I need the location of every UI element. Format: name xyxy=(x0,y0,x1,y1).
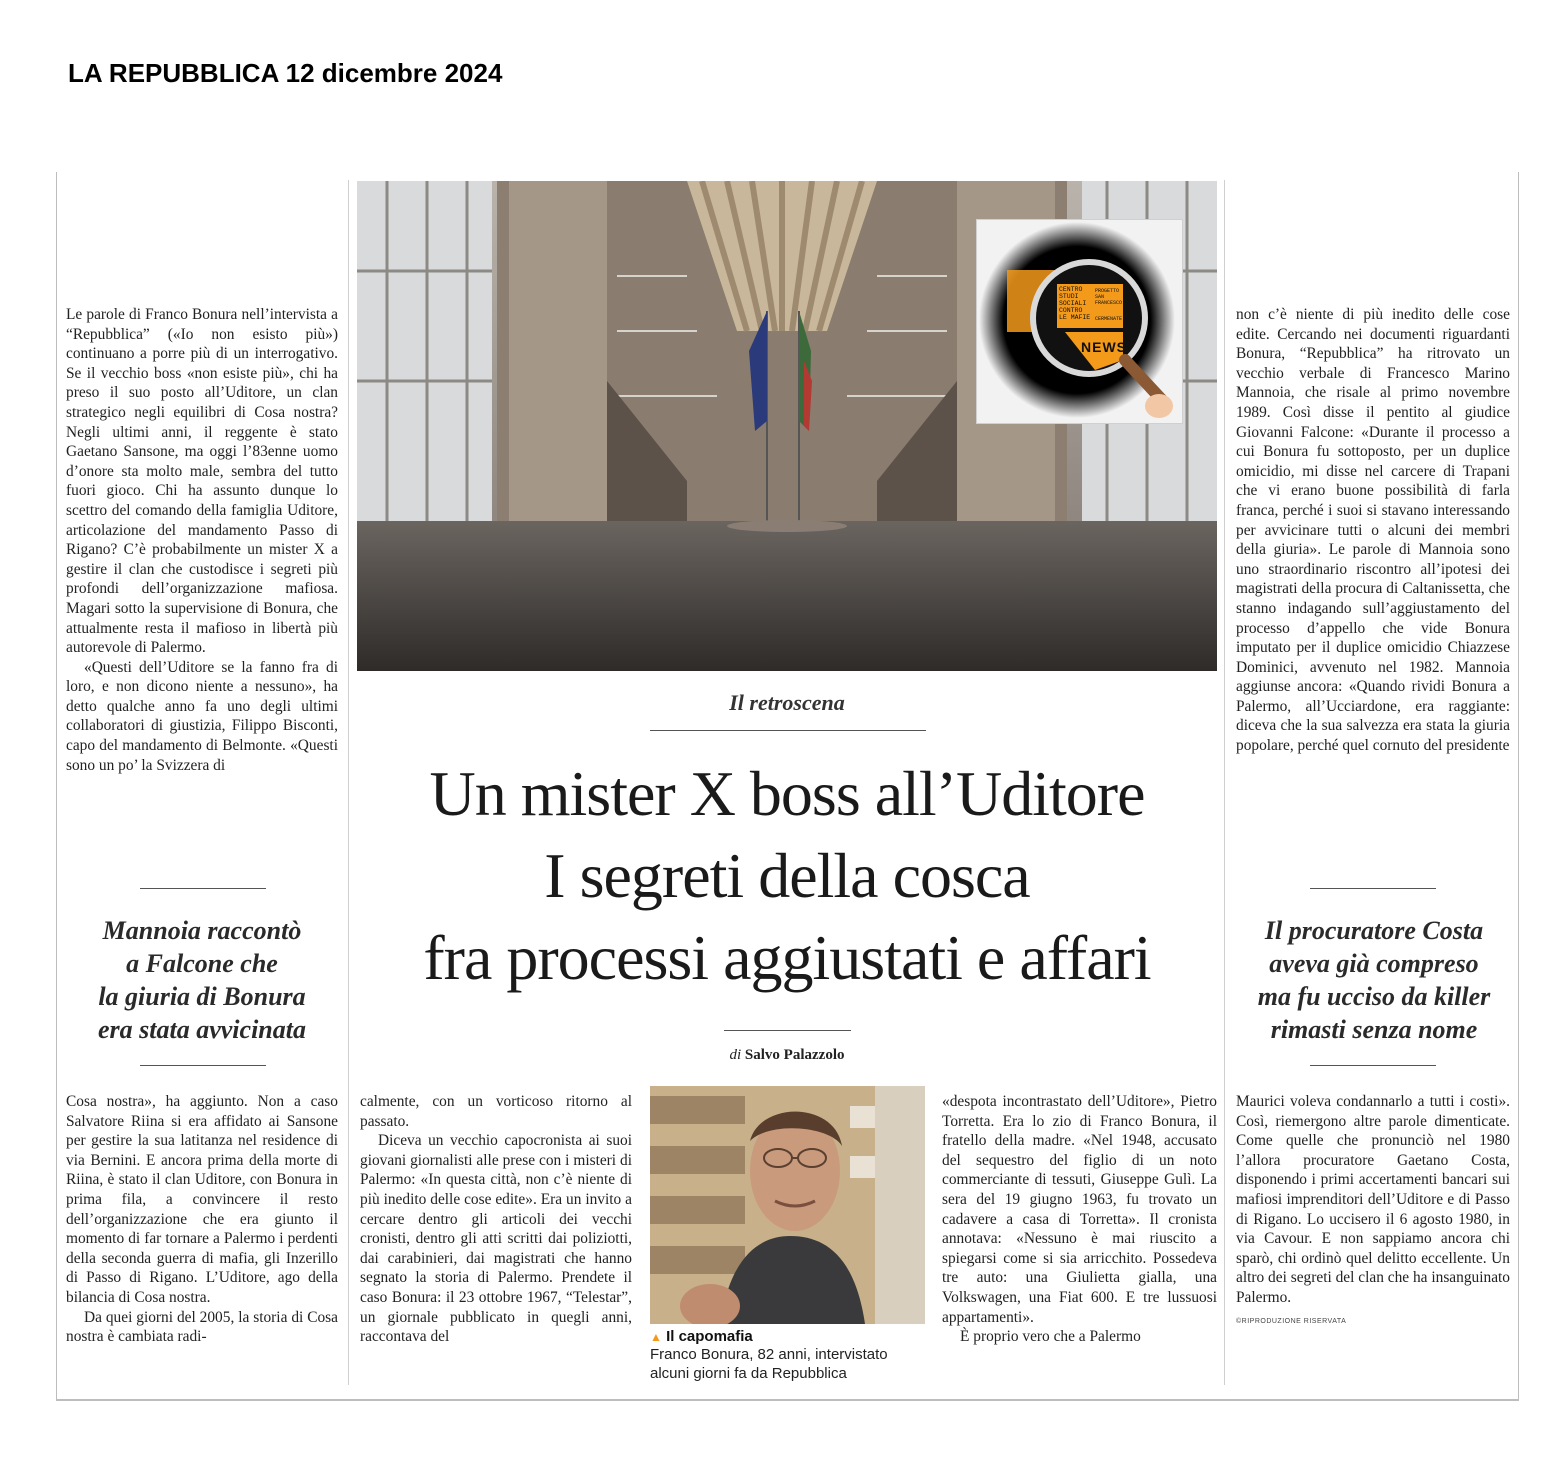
logo-place-text: CERMENATE xyxy=(1095,316,1123,322)
caption-title-row xyxy=(650,1328,930,1345)
paragraph: «despota incontrastato dell’Uditore», Pietro Torretta. Era lo zio di Franco Bonura, il fratello della madre. «Nel 1948, accusato del sequestro del figlio di un noto commerciante di tessuti, Giuseppe Gulì. La sera del 19 giugno 1963, fu trovato un cadavere a casa di Torretta». Il cronista annotava: «Nessuno è mai riuscito a spiegarsi come si sia arricchito. Possedeva tre auto: una Giulietta gialla, una Volkswagen, una Fiat 600. E tre lussuosi appartamenti». xyxy=(942,1093,1217,1326)
column-4 xyxy=(942,1092,1217,1347)
column-divider xyxy=(348,180,349,1385)
column-divider xyxy=(1224,180,1225,1385)
byline-author: Salvo Palazzolo xyxy=(744,1047,845,1063)
logo-text: CENTRO STUDI SOCIALI CONTRO LE MAFIE xyxy=(1059,286,1091,321)
paragraph: calmente, con un vorticoso ritorno al passato. xyxy=(360,1093,632,1130)
pullquote-rule-bottom xyxy=(140,1065,266,1066)
column-2 xyxy=(360,1092,632,1347)
paragraph: Maurici voleva condannarlo a tutti i costi». Così, riemergono altre parole dimenticate. Come quelle che pronunciò nel 1980 l’allora procuratore Gaetano Costa, disponendo i primi accertamenti bancari sui mafiosi imprenditori dell’Uditore e di Passo di Rigano. Lo uccisero il 6 agosto 1980, in via Cavour. E non sappiamo ancora chi sparò, chi ordinò quel delitto eccellente. Un altro dei segreti del clan che ha insanguinato Palermo. xyxy=(1236,1093,1510,1306)
pullquote-rule-top xyxy=(140,888,266,889)
article-kicker: Il retroscena xyxy=(729,690,845,715)
column-5-bottom xyxy=(1236,1092,1510,1331)
portrait-photo xyxy=(650,1086,925,1324)
byline-rule xyxy=(724,1030,851,1031)
headline-line: I segreti della cosca xyxy=(544,840,1030,911)
paragraph: Le parole di Franco Bonura nell’intervista a “Repubblica” («Io non esisto più») continuano a porre più di un interrogativo. Se il vecchio boss «non esiste più», chi ha preso il suo posto all’Uditore, un clan strategico negli equilibri di Cosa nostra? Negli ultimi anni, il reggente è stato Gaetano Sansone, ma oggi l’83enne uomo d’onore sta molto male, sembra del tutto fuori gioco. Chi ha assunto dunque lo scettro del comando della famiglia Uditore, articolazione del mandamento Passo di Rigano? C’è probabilmente un mister X a gestire il clan che custodisce i segreti più profondi dell’organizzazione mafiosa. Magari sotto la supervisione di Bonura, che attualmente resta il mafioso in libertà più autorevole di Palermo. xyxy=(66,306,338,657)
caption-text: Franco Bonura, 82 anni, intervistato alcuni giorni fa da Repubblica xyxy=(650,1346,888,1382)
frame-bottom-line xyxy=(56,1399,1519,1401)
paragraph: Cosa nostra», ha aggiunto. Non a caso Salvatore Riina si era affidato ai Sansone per gestire la sua latitanza nel residence di via Bernini. E ancora prima della morte di Riina, è stato il clan Uditore, con Bonura in prima fila, a convincere il resto dell’organizzazione che era giunto il momento di far tornare a Palermo i perdenti della seconda guerra di mafia, gli Inzerillo di Passo di Rigano. L’Uditore, ago della bilancia di Cosa nostra. xyxy=(66,1093,338,1306)
pullquote-right: Il procuratore Costa aveva già compreso ma fu ucciso da killer rimasti senza nome xyxy=(1257,916,1491,1044)
cssc-news-logo xyxy=(976,219,1183,424)
kicker-rule xyxy=(650,730,926,731)
frame-left-line xyxy=(56,172,57,1400)
triangle-icon: ▲ xyxy=(650,1330,662,1344)
pullquote-rule-bottom xyxy=(1310,1065,1436,1066)
logo-project-text: PROGETTO SAN FRANCESCO xyxy=(1095,288,1123,306)
headline-line: Un mister X boss all’Uditore xyxy=(429,758,1145,829)
column-1-top xyxy=(66,305,338,775)
photo-caption xyxy=(650,1328,930,1383)
column-5-top xyxy=(1236,305,1510,756)
caption-title: Il capomafia xyxy=(666,1328,753,1345)
paragraph: Da quei giorni del 2005, la storia di Cosa nostra è cambiata radi- xyxy=(66,1308,338,1346)
byline-prefix: di xyxy=(729,1047,742,1063)
copyright-notice: ©RIPRODUZIONE RISERVATA xyxy=(1236,1317,1347,1325)
pullquote-left: Mannoia raccontò a Falcone che la giuria di Bonura era stata avvicinata xyxy=(98,916,306,1044)
logo-news-text: NEWS xyxy=(1081,339,1127,355)
page-header-title: LA REPUBBLICA 12 dicembre 2024 xyxy=(68,58,503,88)
pullquote-rule-top xyxy=(1310,888,1436,889)
column-1-bottom xyxy=(66,1092,338,1347)
byline xyxy=(557,1047,1017,1064)
paragraph: «Questi dell’Uditore se la fanno fra di loro, e non dicono niente a nessuno», ha detto qualche anno fa uno degli ultimi collaboratori di giustizia, Filippo Bisconti, capo del mandamento di Belmonte. «Questi sono un po’ la Svizzera di xyxy=(66,658,338,774)
frame-right-line xyxy=(1518,172,1519,1400)
paragraph: non c’è niente di più inedito delle cose edite. Cercando nei documenti riguardanti Bonura, “Repubblica” ha ritrovato un vecchio verbale di Francesco Marino Mannoia, che risale al primo novembre 1989. Così disse il pentito al giudice Giovanni Falcone: «Durante il processo a cui Bonura fu sottoposto, per un duplice omicidio, mi disse nel carcere di Trapani che vi erano buone possibilità di farla franca, perché i suoi si stavano interessando per avvicinare tutti o alcuni dei membri della giuria». Le parole di Mannoia sono uno straordinario riscontro all’ipotesi dei magistrati della procura di Caltanissetta, che stanno indagando sull’aggiustamento del processo d’appello che vide Bonura imputato per il duplice omicidio Chiazzese Dominici, avvenuto nel 1982. Mannoia aggiunse ancora: «Quando rividi Bonura a Palermo, all’Ucciardone, era raggiante: diceva che la sua salvezza era stata la giuria popolare, perché quel cornuto del presidente xyxy=(1236,306,1510,755)
paragraph: È proprio vero che a Palermo xyxy=(960,1328,1141,1346)
article-headline xyxy=(357,753,1217,999)
headline-line: fra processi aggiustati e affari xyxy=(423,922,1151,993)
paragraph: Diceva un vecchio capocronista ai suoi giovani giornalisti alle prese con i misteri di Palermo: «In questa città, non c’è niente di più inedito delle cose edite». Era un invito a cercare dentro gli articoli dei vecchi cronisti, dentro gli atti scritti dai poliziotti, dai carabinieri, dai magistrati che hanno segnato la storia di Palermo. Prendete il caso Bonura: il 23 ottobre 1967, “Telestar”, un giornale pubblicato in quegli anni, raccontava del xyxy=(360,1132,632,1346)
